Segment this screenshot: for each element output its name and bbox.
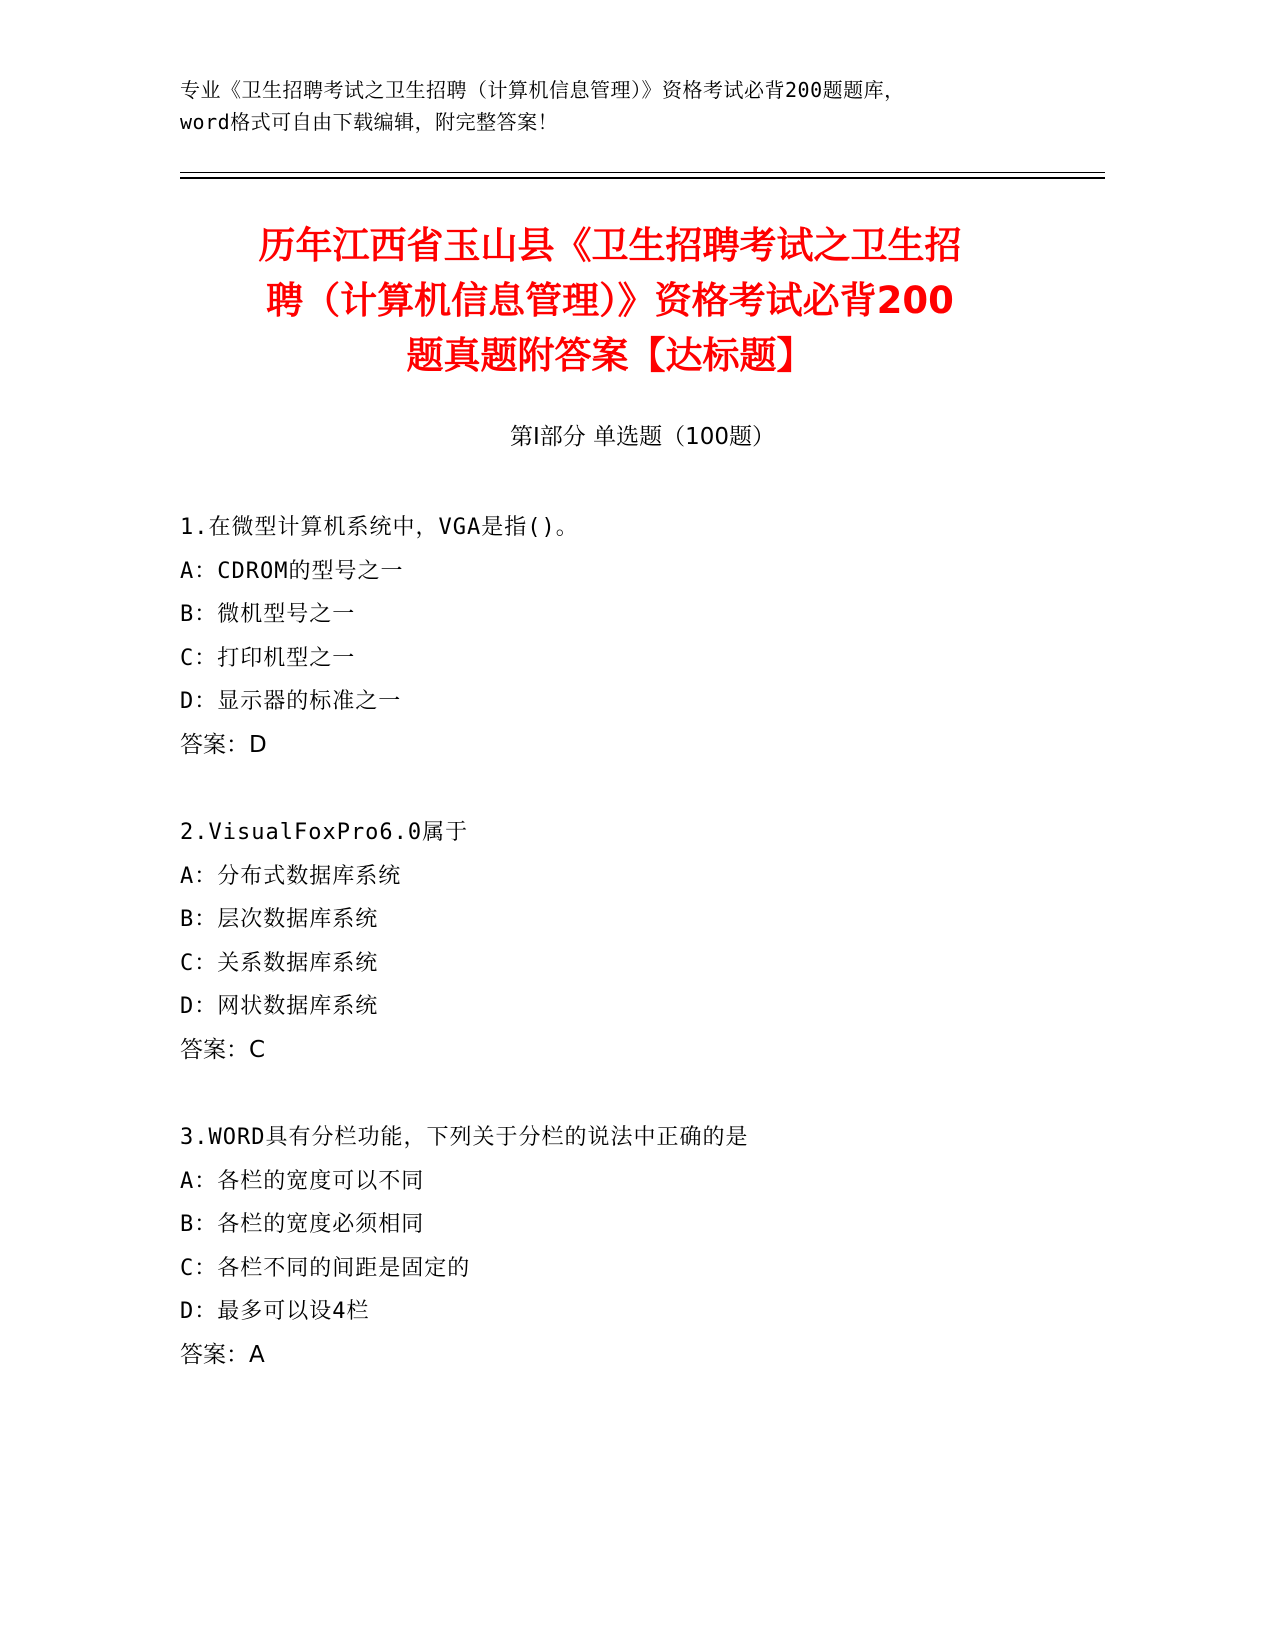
question-3 <box>180 1116 1105 1377</box>
option-b: B：层次数据库系统 <box>180 907 379 932</box>
title-line-1: 历年江西省玉山县《卫生招聘考试之卫生招 <box>258 224 962 267</box>
question-stem: 2.VisualFoxPro6.0属于 <box>180 820 469 845</box>
question-stem: 1.在微型计算机系统中，VGA是指()。 <box>180 515 579 540</box>
question-1 <box>180 506 1105 767</box>
option-b: B：各栏的宽度必须相同 <box>180 1212 425 1237</box>
header-note <box>180 74 1100 138</box>
question-2 <box>180 811 1105 1072</box>
header-note-line-1: 专业《卫生招聘考试之卫生招聘（计算机信息管理）》资格考试必背200题题库， <box>180 78 905 102</box>
header-divider-thick <box>180 177 1105 179</box>
option-a: A：分布式数据库系统 <box>180 863 402 889</box>
header-divider-thin <box>180 172 1105 173</box>
option-a: A：各栏的宽度可以不同 <box>180 1168 425 1194</box>
option-c: C：打印机型之一 <box>180 645 356 671</box>
option-b: B：微机型号之一 <box>180 602 356 627</box>
title-line-3: 题真题附答案【达标题】 <box>406 334 814 377</box>
header-note-line-2: word格式可自由下载编辑，附完整答案！ <box>180 110 559 134</box>
title-line-2: 聘（计算机信息管理）》资格考试必背200 <box>266 279 954 322</box>
question-list <box>180 506 1105 1421</box>
option-d: D：最多可以设4栏 <box>180 1299 370 1324</box>
answer-line: 答案：A <box>180 1341 265 1368</box>
option-c: C：各栏不同的间距是固定的 <box>180 1255 471 1281</box>
section-heading: 第Ⅰ部分 单选题（100题） <box>510 424 775 450</box>
answer-line: 答案：C <box>180 1036 266 1063</box>
option-d: D：网状数据库系统 <box>180 994 379 1019</box>
option-c: C：关系数据库系统 <box>180 950 379 976</box>
document-title <box>180 218 1040 383</box>
question-stem: 3.WORD具有分栏功能，下列关于分栏的说法中正确的是 <box>180 1125 749 1150</box>
option-d: D：显示器的标准之一 <box>180 689 402 714</box>
option-a: A：CDROM的型号之一 <box>180 558 404 584</box>
answer-line: 答案：D <box>180 731 267 758</box>
